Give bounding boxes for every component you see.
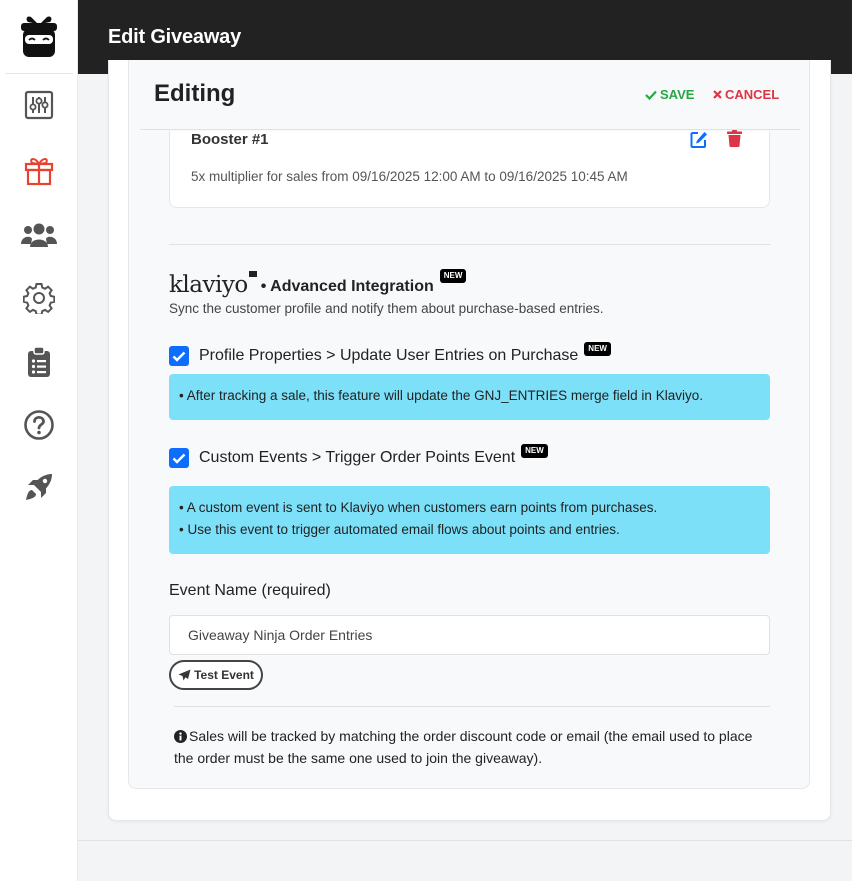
event-name-input[interactable] [169, 615, 770, 655]
sidebar-item-giveaways[interactable] [0, 145, 78, 195]
profile-properties-checkbox[interactable] [169, 346, 189, 366]
klaviyo-heading [169, 267, 466, 297]
tracking-note-text: Sales will be tracked by matching the order discount code or email (the email used to place the order must be the same one used to join the giveaway). [174, 728, 753, 766]
booster-title: Booster #1 [191, 131, 269, 148]
klaviyo-flag-icon [249, 271, 257, 277]
paper-plane-icon [178, 669, 191, 681]
editing-title: Editing [154, 80, 236, 107]
custom-events-checkbox[interactable] [169, 448, 189, 468]
save-label: SAVE [660, 87, 695, 102]
custom-events-info [169, 486, 770, 554]
users-icon [20, 221, 58, 249]
cancel-label: CANCEL [725, 87, 780, 102]
close-icon [713, 90, 722, 99]
edit-icon [690, 131, 708, 148]
integration-title: • Advanced Integration [260, 278, 434, 295]
new-badge: NEW [584, 342, 611, 356]
clipboard-list-icon [26, 346, 52, 378]
editing-header [140, 74, 800, 130]
sidebar-item-settings-sliders[interactable] [0, 80, 78, 130]
gear-icon [23, 282, 55, 314]
sidebar-item-help[interactable] [0, 400, 78, 450]
sidebar-item-reports[interactable] [0, 337, 78, 387]
sidebar-item-settings[interactable] [0, 273, 78, 323]
info-text: • A custom event is sent to Klaviyo when customers earn points from purchases. [179, 500, 658, 515]
edit-booster-button[interactable] [690, 131, 708, 153]
test-event-button[interactable] [169, 660, 263, 690]
app-logo[interactable] [5, 0, 73, 74]
check-icon [645, 90, 657, 100]
booster-card [169, 131, 770, 208]
info-text: • Use this event to trigger automated email flows about points and entries. [179, 522, 620, 537]
profile-properties-option [169, 346, 611, 366]
page-divider [78, 840, 852, 841]
custom-events-label: Custom Events > Trigger Order Points Event [199, 449, 516, 466]
checkmark-icon [172, 453, 186, 464]
profile-properties-label: Profile Properties > Update User Entries on Purchase [199, 347, 579, 364]
save-button[interactable] [645, 87, 694, 102]
new-badge: NEW [440, 269, 467, 283]
section-divider [174, 706, 770, 707]
sidebar [0, 0, 78, 881]
profile-properties-info [169, 374, 770, 420]
sidebar-item-users[interactable] [0, 210, 78, 260]
delete-booster-button[interactable] [727, 130, 742, 152]
checkmark-icon [172, 351, 186, 362]
tracking-note [174, 726, 774, 768]
sliders-icon [24, 90, 54, 120]
gift-icon [23, 154, 55, 186]
event-name-label: Event Name (required) [169, 582, 331, 599]
new-badge: NEW [521, 444, 548, 458]
section-divider [169, 244, 770, 245]
booster-description: 5x multiplier for sales from 09/16/2025 12:00 AM to 09/16/2025 10:45 AM [191, 169, 628, 184]
page-title: Edit Giveaway [108, 25, 242, 48]
sidebar-item-launch[interactable] [0, 462, 78, 512]
info-circle-icon [174, 728, 187, 748]
klaviyo-logo: klaviyo [169, 272, 248, 298]
test-event-label: Test Event [194, 668, 254, 682]
custom-events-option [169, 448, 548, 468]
cancel-button[interactable] [713, 87, 779, 102]
trash-icon [727, 130, 742, 147]
integration-description: Sync the customer profile and notify them about purchase-based entries. [169, 301, 604, 316]
info-text: • After tracking a sale, this feature will update the GNJ_ENTRIES merge field in Klaviyo. [179, 388, 703, 403]
question-circle-icon [23, 409, 55, 441]
rocket-icon [24, 472, 54, 502]
ninja-gift-logo-icon [18, 13, 60, 61]
